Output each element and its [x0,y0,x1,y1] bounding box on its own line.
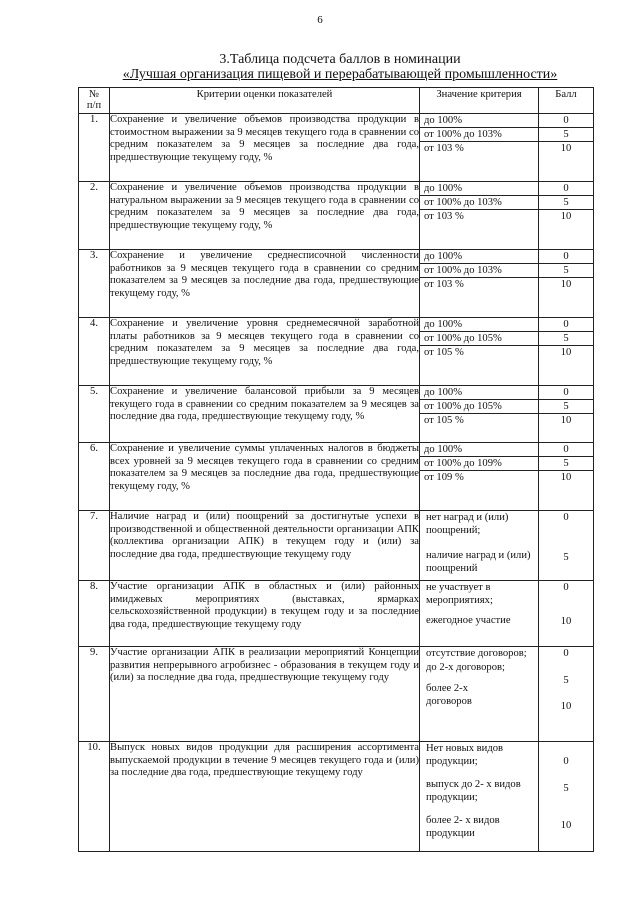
row-criterion: Наличие наград и (или) поощрений за достигнутые успехи в производственной и общественной деятельности организации АПК (коллектива организации АПК) в текущем году и (или) за последние два года, предшествующие текущему году [110,511,420,581]
row-values [420,443,539,511]
criterion-value: от 103 % [424,279,464,290]
row-values [420,182,539,250]
header-number [79,88,110,114]
criterion-value: ежегодное участие [426,615,511,627]
criterion-value: от 100% до 105% [420,332,538,346]
points-value: 0 [539,386,593,400]
table-row [79,182,594,250]
row-criterion: Сохранение и увеличение объемов производства продукции в стоимостном выражении за 9 месяцев текущего года в сравнении со средним показателем за 9 месяцев за последние два года, предшествующие текущему году, % [110,114,420,182]
page-number: 6 [317,14,323,26]
row-number: 3. [79,250,110,318]
points-value: 10 [560,415,572,426]
header-number-symbol: № [88,89,100,100]
row-number: 1. [79,114,110,182]
points-value: 0 [563,756,569,767]
points-value: 10 [560,472,572,483]
points-value: 10 [560,347,572,358]
criterion-value: от 105 % [424,347,464,358]
row-points [539,386,594,443]
table-header-row [79,88,594,114]
row-values [420,647,539,742]
points-value: 5 [539,400,593,414]
row-points [539,250,594,318]
criterion-value: от 100% до 109% [420,457,538,471]
row-points [539,182,594,250]
points-value: 0 [539,318,593,332]
table-row [79,581,594,647]
criterion-value: выпуск до 2- х видов продукции; [426,779,521,803]
points-value: 5 [539,196,593,210]
points-value: 0 [539,114,593,128]
row-number: 10. [79,742,110,852]
row-points [539,114,594,182]
table-row [79,318,594,386]
criterion-value: от 105 % [424,415,464,426]
table-row [79,386,594,443]
criterion-value: не участвует в мероприятиях; [426,582,493,606]
points-value: 0 [563,512,569,523]
criterion-value: от 100% до 103% [420,196,538,210]
points-value: 10 [560,279,572,290]
criterion-value: до 100% [420,318,538,332]
criterion-value: более 2- х видов продукции [426,815,500,839]
points-value: 5 [539,457,593,471]
title-line-1: 3.Таблица подсчета баллов в номинации [219,52,461,67]
criterion-value: до 100% [420,250,538,264]
row-values [420,114,539,182]
points-value: 5 [539,264,593,278]
row-criterion: Сохранение и увеличение балансовой прибыли за 9 месяцев текущего года в сравнении со средним показателем за 9 месяцев за последние два года, предшествующие текущему году, % [110,386,420,443]
points-value: 5 [563,782,569,794]
row-points [539,443,594,511]
row-values [420,318,539,386]
row-criterion: Сохранение и увеличение суммы уплаченных налогов в бюджеты всех уровней за 9 месяцев текущего года в сравнении со средним показателем за 9 месяцев за последние два года, предшествующие текущему году, % [110,443,420,511]
scoring-table [78,87,594,852]
points-value: 0 [563,582,569,593]
criterion-value: от 100% до 103% [420,128,538,142]
criterion-value: нет наград и (или) поощрений; [426,512,509,536]
points-value: 5 [539,332,593,346]
criterion-value: отсутствие договоров; [426,648,527,659]
row-points [539,511,594,581]
criterion-value: Нет новых видов продукции; [426,743,504,767]
row-criterion: Сохранение и увеличение уровня среднемесячной заработной платы работников за 9 месяцев текущего года в сравнении со средним показателем за 9 месяцев за последние два года, предшествующие текущему году, % [110,318,420,386]
row-criterion: Сохранение и увеличение объемов производства продукции в натуральном выражении за 9 месяцев текущего года в сравнении со средним показателем за 9 месяцев за последние два года, предшествующие текущему году, % [110,182,420,250]
table-row [79,511,594,581]
table-title [60,52,620,82]
points-value: 10 [560,143,572,154]
points-value: 10 [560,701,572,713]
row-criterion: Сохранение и увеличение среднесписочной численности работников за 9 месяцев текущего года в сравнении со средним показателем за 9 месяцев за последние два года, предшествующие текущему году, % [110,250,420,318]
row-points [539,742,594,852]
criterion-value: от 100% до 105% [420,400,538,414]
points-value: 5 [563,551,569,563]
criterion-value: до 100% [420,114,538,128]
table-row [79,647,594,742]
row-number: 4. [79,318,110,386]
table-row [79,250,594,318]
points-value: 0 [539,182,593,196]
row-values [420,386,539,443]
criterion-value: до 100% [420,443,538,457]
row-number: 9. [79,647,110,742]
row-values [420,742,539,852]
criterion-value: наличие наград и (или) поощрений [426,550,531,574]
header-number-abbr: п/п [86,100,102,111]
table-row [79,443,594,511]
row-points [539,647,594,742]
criterion-value: до 100% [420,182,538,196]
title-line-2: «Лучшая организация пищевой и перерабатывающей промышленности» [122,67,558,82]
criterion-value: от 100% до 103% [420,264,538,278]
row-number: 7. [79,511,110,581]
row-points [539,581,594,647]
points-value: 10 [560,211,572,222]
points-value: 5 [539,128,593,142]
row-number: 5. [79,386,110,443]
points-value: 5 [563,674,569,686]
header-value: Значение критерия [420,88,539,114]
row-values [420,511,539,581]
header-criteria: Критерии оценки показателей [110,88,420,114]
row-criterion: Участие организации АПК в реализации мероприятий Концепции развития непрерывного агробизнес - образования в текущем году и (или) за последние два года, предшествующие текущему году [110,647,420,742]
table-row [79,742,594,852]
criterion-value: от 103 % [424,211,464,222]
criterion-value: до 2-х договоров; [426,661,505,673]
points-value: 0 [539,443,593,457]
points-value: 0 [563,648,569,659]
points-value: 10 [560,615,572,627]
header-points: Балл [539,88,594,114]
row-number: 6. [79,443,110,511]
criterion-value: до 100% [420,386,538,400]
table-row [79,114,594,182]
points-value: 0 [539,250,593,264]
row-number: 8. [79,581,110,647]
criterion-value: от 103 % [424,143,464,154]
row-points [539,318,594,386]
row-number: 2. [79,182,110,250]
criterion-value: более 2-х договоров [426,683,472,707]
row-values [420,581,539,647]
row-values [420,250,539,318]
row-criterion: Выпуск новых видов продукции для расширения ассортимента выпускаемой продукции в течение 9 месяцев текущего года и (или) за последние два года, предшествующие текущему году [110,742,420,852]
row-criterion: Участие организации АПК в областных и (или) районных имиджевых мероприятиях (выставках, ярмарках сельскохозяйственной продукции) в текущем году и за последние два года, предшествующие текущему году [110,581,420,647]
points-value: 10 [560,820,572,832]
criterion-value: от 109 % [424,472,464,483]
